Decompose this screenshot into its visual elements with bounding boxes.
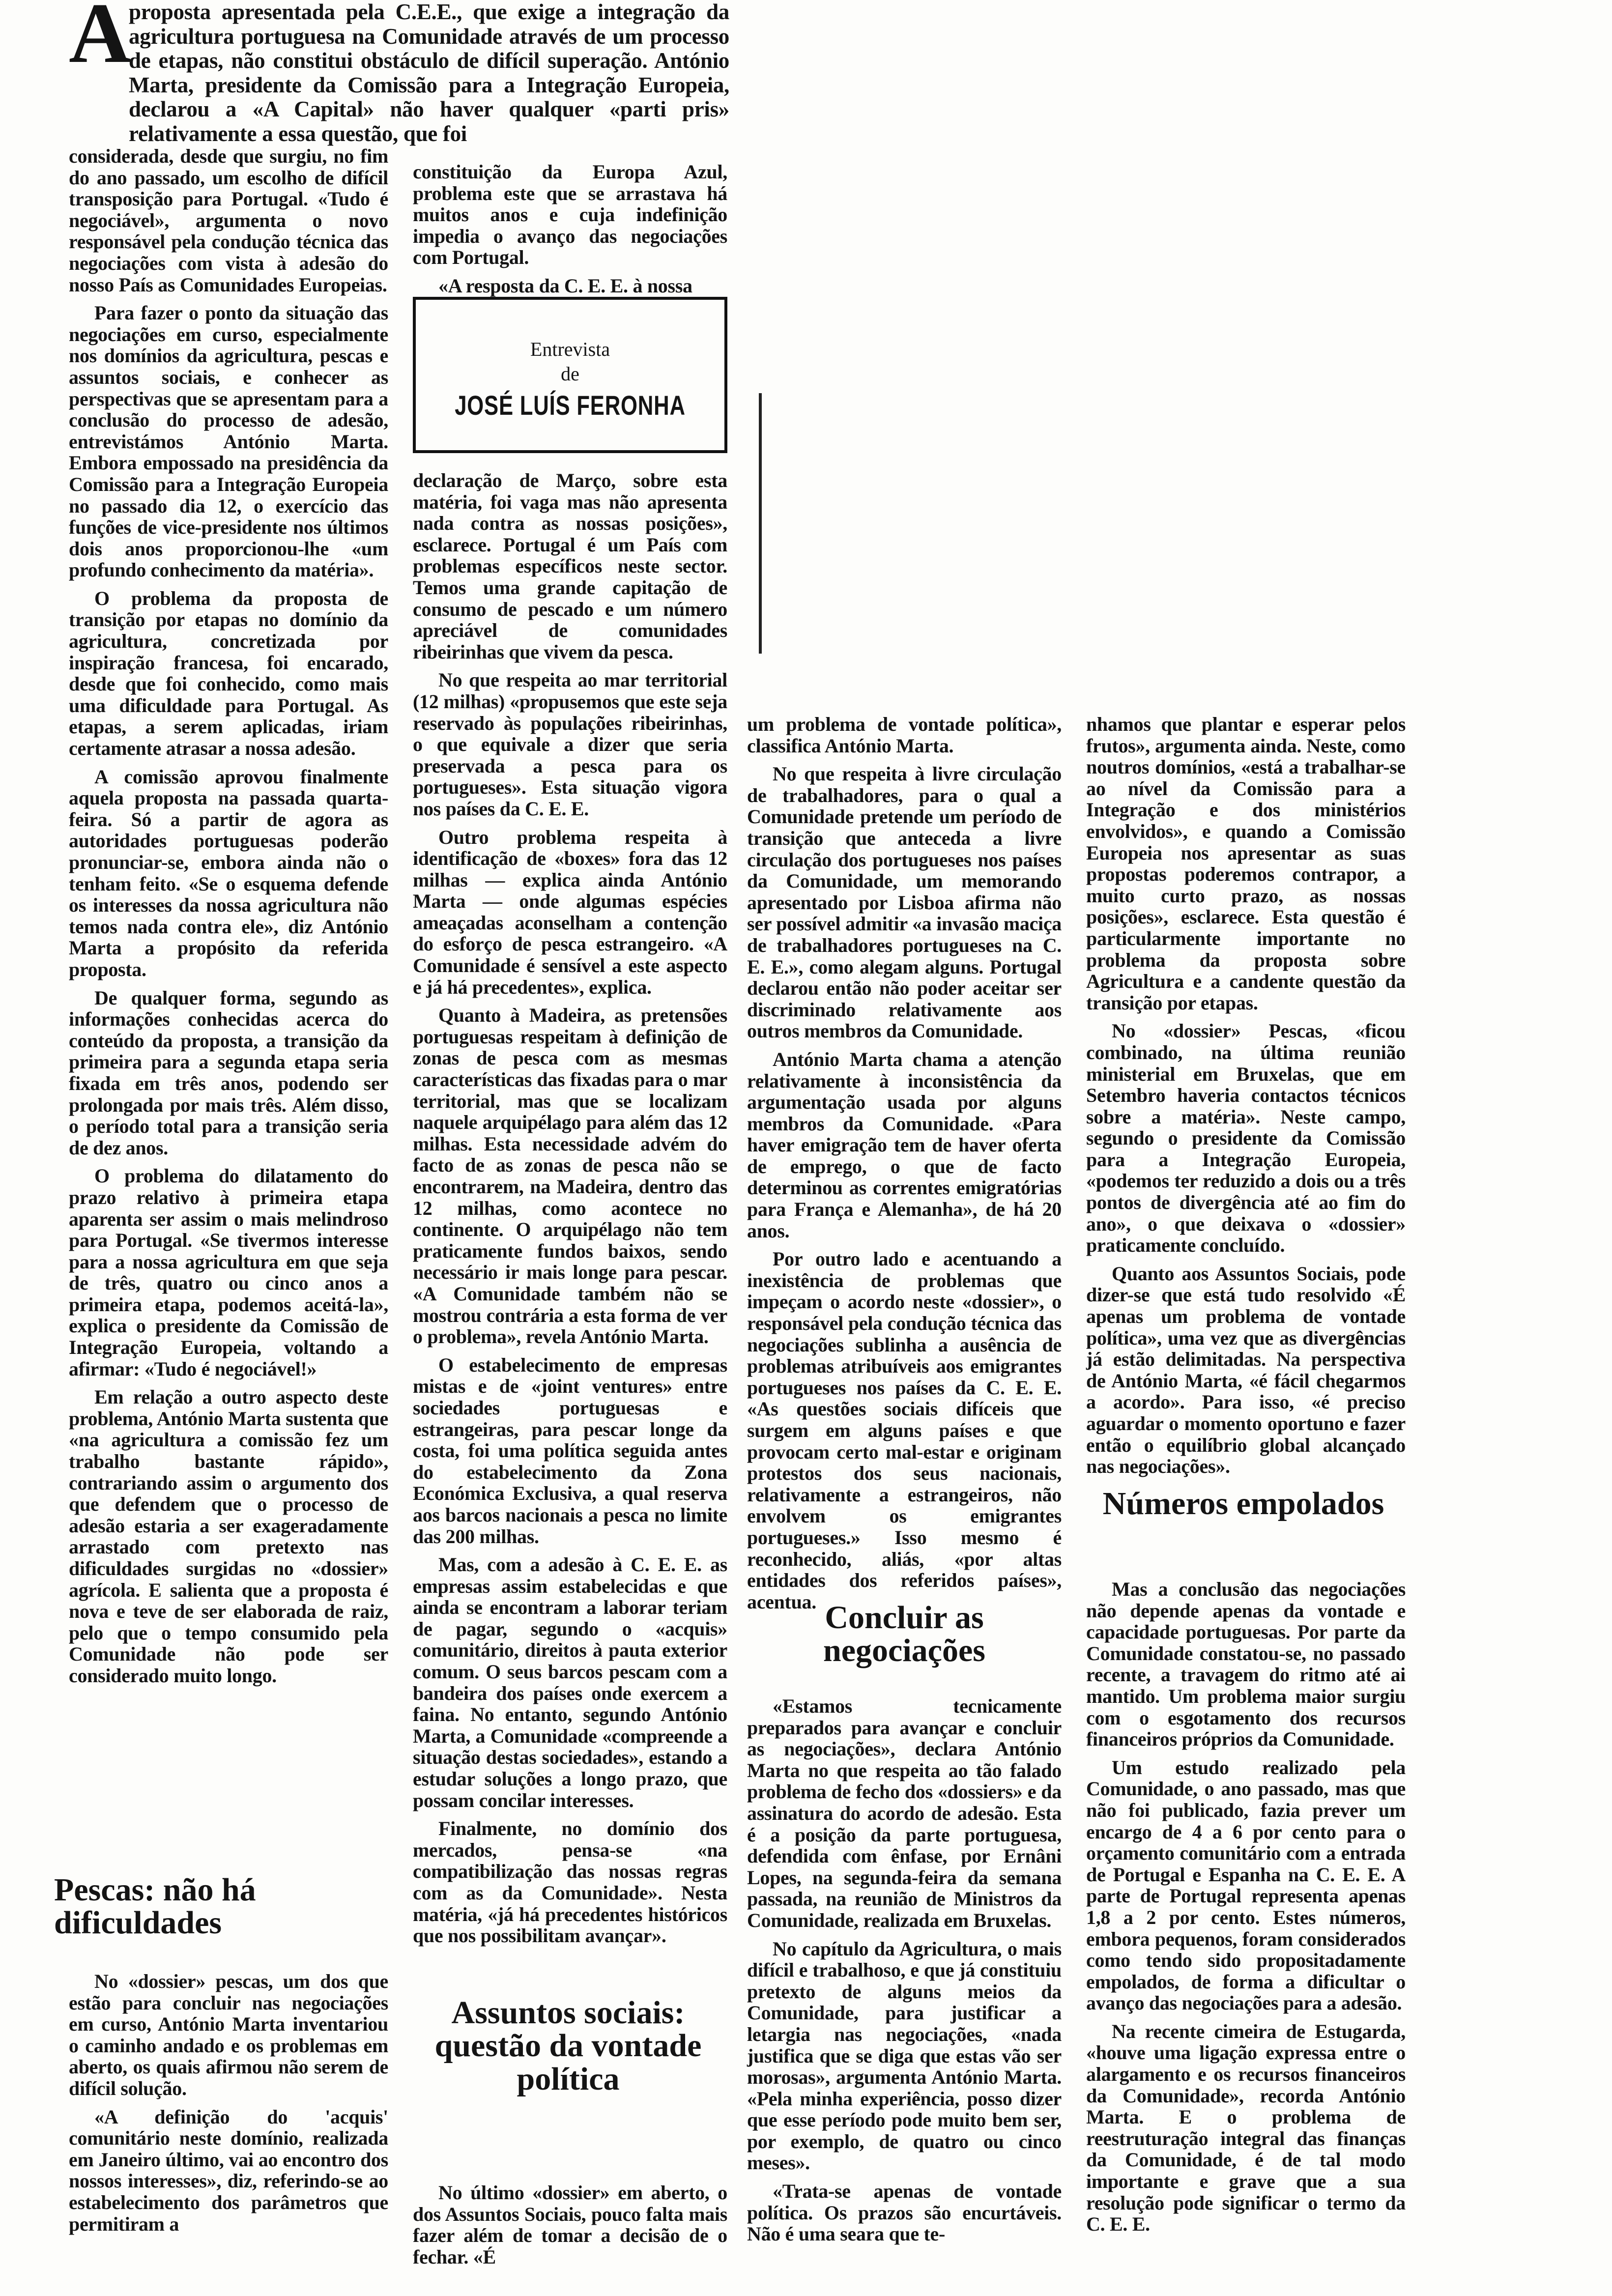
paragraph: Quanto aos Assuntos Sociais, pode dizer-se que está tudo resolvido «É apenas um problema de vontade política», uma vez que as divergências já estão delimitadas. Na perspectiva de António Marta, «é fácil chegarmos a acordo». Para isso, «é preciso aguardar o momento oportuno e fazer então o equilíbrio global alcançado nas negociações».	[1086, 1262, 1406, 1478]
subhead-pescas: Pescas: não há dificuldades	[54, 1872, 256, 1941]
subhead-numeros: Números empolados	[1102, 1486, 1384, 1521]
paragraph: constituição da Europa Azul, problema este que se arrastava há muitos anos e cuja indefinição impedia o avanço das negociações com Portugal.	[413, 161, 727, 269]
paragraph: «A definição do 'acquis' comunitário neste domínio, realizada em Janeiro último, vai ao encontro dos nossos interesses», diz, referindo-se ao estabelecimento dos parâmetros que permitiram a	[69, 2105, 388, 2235]
column-1-pescas	[69, 1971, 388, 2285]
paragraph: nhamos que plantar e esperar pelos frutos», argumenta ainda. Neste, como noutros domínios, «está a trabalhar-se ao nível da Comissão para a Integração e dos ministérios envolvidos», e quando a Comissão Europeia nos apresentar as suas propostas poderemos contrapor, a muito curto prazo, as nossas posições», esclarece. Esta questão é particularmente importante no problema da proposta sobre Agricultura e a candente questão da transição por etapas.	[1086, 713, 1406, 1014]
column-2-top	[413, 161, 727, 297]
paragraph: No último «dossier» em aberto, o dos Assuntos Sociais, pouco falta mais fazer além de tomar a decisão de o fechar. «É	[413, 2181, 727, 2268]
paragraph: De qualquer forma, segundo as informações conhecidas acerca do conteúdo da proposta, a transição da primeira para a segunda etapa seria fixada em três anos, podendo ser prolongada por mais três. Além disso, o período total para a transição seria de dez anos.	[69, 986, 388, 1159]
byline-author: JOSÉ LUÍS FERONHA	[455, 390, 686, 421]
paragraph: Um estudo realizado pela Comunidade, o ano passado, mas que não foi publicado, fazia prever um encargo de 4 a 6 por cento para o orçamento comunitário com a entrada de Portugal e Espanha na C. E. E. A parte de Portugal representa apenas 1,8 a 2 por cento. Estes números, embora pequenos, foram considerados como tendo sido propositadamente empolados, de forma a dificultar o avanço das negociações para a adesão.	[1086, 1756, 1406, 2014]
paragraph: No «dossier» pescas, um dos que estão para concluir nas negociações em curso, António Marta inventariou o caminho andado e os problemas em aberto, os quais afirmou não serem de difícil solução.	[69, 1970, 388, 2099]
paragraph: Para fazer o ponto da situação das negociações em curso, especialmente nos domínios da agricultura, pescas e assuntos sociais, e conhecer as perspectivas que se apresentam para a conclusão do processo de adesão, entrevistámos António Marta. Embora empossado na presidência da Comissão para a Integração Europeia no passado dia 12, o exercício das funções de vice-presidente nos últimos dois anos proporcionou-lhe «um profundo conhecimento da matéria».	[69, 302, 388, 581]
paragraph: Na recente cimeira de Estugarda, «houve uma ligação expressa entre o alargamento e os recursos financeiros da Comunidade», recorda António Marta. E o problema de reestruturação integral das finanças da Comunidade, é de tal modo importante e grave que a sua resolução pode significar o termo da C. E. E.	[1086, 2020, 1406, 2236]
paragraph: O problema da proposta de transição por etapas no domínio da agricultura, concretizada por inspiração francesa, foi encarado, desde que foi conhecido, como mais uma dificuldade para Portugal. As etapas, a serem aplicadas, iriam certamente atrasar a nossa adesão.	[69, 587, 388, 760]
paragraph: Mas, com a adesão à C. E. E. as empresas assim estabelecidas e que ainda se encontram a laborar teriam de pagar, segundo o «acquis» comunitário, direitos à pauta exterior comum. O seus barcos pescam com a bandeira dos países onde exercem a faina. No entanto, segundo António Marta, a Comunidade «compreende a situação destas sociedades», estando a estudar soluções a longo prazo, que possam concilar interesses.	[413, 1553, 727, 1811]
byline-label-de: de	[561, 363, 579, 385]
paragraph: António Marta chama a atenção relativamente à inconsistência da argumentação usada por alguns membros da Comunidade. «Para haver emigração tem de haver oferta de emprego, o que de facto determinou as correntes emigratórias para França e Alemanha», de há 20 anos.	[747, 1048, 1062, 1242]
paragraph: No que respeita à livre circulação de trabalhadores, para o qual a Comunidade pretende um período de transição que anteceda a livre circulação dos portugueses nos países da Comunidade, um memorando apresentado por Lisboa afirma não ser possível admitir «a invasão maciça de trabalhadores portugueses na C. E. E.», como alegam alguns. Portugal declarou então não poder aceitar ser discriminado relativamente aos outros membros da Comunidade.	[747, 763, 1062, 1042]
column-2	[413, 470, 727, 1949]
subhead-concluir: Concluir as negociações	[823, 1600, 985, 1669]
byline-box	[413, 297, 727, 453]
column-4-numeros	[1086, 1578, 1406, 2291]
paragraph: Mas a conclusão das negociações não depende apenas da vontade e capacidade portuguesas. Por parte da Comunidade constatou-se, no passado recente, a travagem do ritmo até ai mantido. Um problema maior surgiu com o esgotamento dos recursos financeiros próprios da Comunidade.	[1086, 1578, 1406, 1751]
paragraph: «Trata-se apenas de vontade política. Os prazos são encurtáveis. Não é uma seara que te-	[747, 2180, 1062, 2245]
paragraph: No «dossier» Pescas, «ficou combinado, na última reunião ministerial em Bruxelas, que em Setembro haveria contactos técnicos sobre a matéria». Neste campo, segundo o presidente da Comissão para a Integração Europeia, «podemos ter reduzido a dois ou a três pontos de divergência até ao fim do ano», o que deixava o «dossier» praticamente concluído.	[1086, 1020, 1406, 1257]
paragraph: Outro problema respeita à identificação de «boxes» fora das 12 milhas — explica ainda António Marta — onde algumas espécies ameaçadas aconselham a contenção do esforço de pesca estrangeiro. «A Comunidade é sensível a este aspecto e já há precedentes», explica.	[413, 826, 727, 998]
lead-paragraph	[129, 0, 729, 144]
paragraph: A comissão aprovou finalmente aquela proposta na passada quarta-feira. Só a partir de agora as autoridades portuguesas poderão pronunciar-se, embora ainda não o tenham feito. «Se o esquema defende os interesses da nossa agricultura não temos nada contra ele», diz António Marta a propósito da referida proposta.	[69, 765, 388, 980]
vertical-rule	[759, 393, 762, 654]
paragraph: Finalmente, no domínio dos mercados, pensa-se «na compatibilização das nossas regras com as da Comunidade». Nesta matéria, «já há precedentes históricos que nos possibilitam avançar».	[413, 1817, 727, 1947]
paragraph: Quanto à Madeira, as pretensões portuguesas respeitam à definição de zonas de pesca com as mesmas características das fixadas para o mar territorial, mas que se localizam naquele arquipélago para além das 12 milhas. Esta necessidade advém do facto de as zonas de pesca não se encontrarem, na Madeira, dentro das 12 milhas, como acontece no continente. O arquipélago não tem praticamente fundos baixos, sendo necessário ir mais longe para pescar. «A Comunidade também não se mostrou contrária a esta forma de ver o problema», revela António Marta.	[413, 1004, 727, 1348]
paragraph: um problema de vontade política», classifica António Marta.	[747, 713, 1062, 757]
paragraph: considerada, desde que surgiu, no fim do ano passado, um escolho de difícil transposição para Portugal. «Tudo é negociável», argumenta o novo responsável pela condução técnica das negociações com vista à adesão do nosso País as Comunidades Europeias.	[69, 145, 388, 296]
paragraph: No que respeita ao mar territorial (12 milhas) «propusemos que este seja reservado às populações ribeirinhas, o que equivale a dizer que seria preservada a pesca para os portugueses». Esta situação vigora nos países da C. E. E.	[413, 669, 727, 820]
paragraph: No capítulo da Agricultura, o mais difícil e trabalhoso, e que já constituiu pretexto de alguns meios da Comunidade, para justificar a letargia nas negociações, «nada justifica que se diga que estas vão ser morosas», argumenta António Marta. «Pela minha experiência, posso dizer que esse período pode muito bem ser, por exemplo, de quatro ou cinco meses».	[747, 1937, 1062, 2174]
column-3	[747, 713, 1062, 1613]
column-3-concluir	[747, 1695, 1062, 2290]
subhead-assuntos-sociais: Assuntos sociais: questão da vontade política	[434, 1995, 702, 2097]
paragraph: Por outro lado e acentuando a inexistência de problemas que impeçam o acordo neste «dossier», o responsável pela condução técnica das negociações sublinha a ausência de problemas atribuíveis aos emigrantes portugueses nos países da C. E. E. «As questões sociais difíceis que surgem em alguns países e que provocam certo mal-estar e originam protestos dos seus nacionais, relativamente a estrangeiros, não envolvem os emigrantes portugueses.» Isso mesmo é reconhecido, aliás, «por altas entidades dos referidos países», acentua.	[747, 1248, 1062, 1613]
paragraph: O problema do dilatamento do prazo relativo à primeira etapa aparenta ser assim o mais melindroso para Portugal. «Se tivermos interesse para a nossa agricultura em que seja de três, quatro ou cinco anos a primeira etapa, podemos aceitá-la», explica o presidente da Comissão de Integração Europeia, voltando a afirmar: «Tudo é negociável!»	[69, 1165, 388, 1380]
paragraph: declaração de Março, sobre esta matéria, foi vaga mas não apresenta nada contra as nossas posições», esclarece. Portugal é um País com problemas específicos neste sector. Temos uma grande capitação de consumo de pescado e um número apreciável de comunidades ribeirinhas que vivem da pesca.	[413, 469, 727, 663]
column-4	[1086, 714, 1406, 1480]
column-2-sociais	[413, 2182, 727, 2290]
lead-text: proposta apresentada pela C.E.E., que exige a integração da agricultura portuguesa na Comunidade através de um processo de etapas, não constitui obstáculo de difícil superação. António Marta, presidente da Comissão para a Integração Europeia, declarou a «A Capital» não haver qualquer «parti pris» relativamente a essa questão, que foi	[129, 0, 729, 146]
paragraph: «Estamos tecnicamente preparados para avançar e concluir as negociações», declara António Marta no que respeita ao tão falado problema de fecho dos «dossiers» e da assinatura do acordo de adesão. Esta é a posição da parte portuguesa, defendida com ênfase, por Ernâni Lopes, na segunda-feira da semana passada, na reunião de Ministros da Comunidade, realizada em Bruxelas.	[747, 1695, 1062, 1931]
paragraph: O estabelecimento de empresas mistas e de «joint ventures» entre sociedades portuguesas e estrangeiras, para pescar longe da costa, foi uma política seguida antes do estabelecimento da Zona Económica Exclusiva, a qual reserva aos barcos nacionais a pesca no limite das 200 milhas.	[413, 1353, 727, 1548]
column-1	[69, 145, 388, 1974]
paragraph: «A resposta da C. E. E. à nossa	[438, 274, 692, 297]
paragraph: Em relação a outro aspecto deste problema, António Marta sustenta que «na agricultura a comissão fez um trabalho bastante rápido», contrariando assim o argumento dos que defendem que o processo de adesão estaria a ser exageradamente arrastado com pretexto nas dificuldades surgidas no «dossier» agrícola. E salienta que a proposta é nova e teve de ser elaborada de raiz, pelo que o tempo consumido pela Comunidade não pode ser considerado muito longo.	[69, 1386, 388, 1687]
byline-label: Entrevista	[530, 338, 610, 360]
drop-cap: A	[69, 0, 131, 81]
